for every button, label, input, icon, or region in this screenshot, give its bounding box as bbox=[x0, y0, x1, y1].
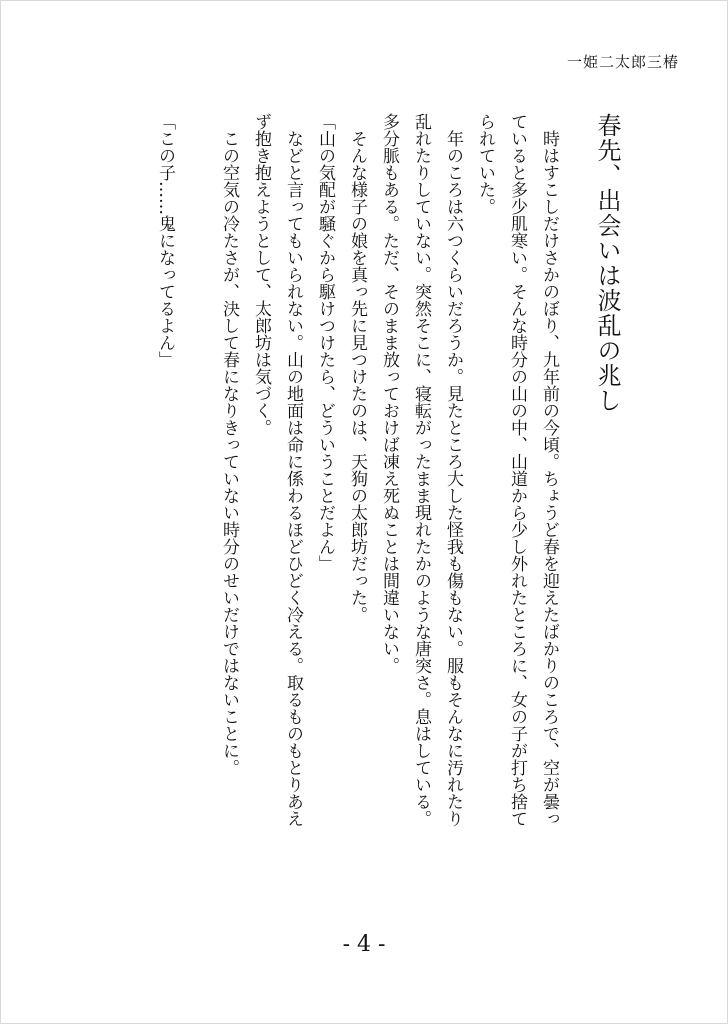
text-line: 「この子……鬼になってるよん」 bbox=[155, 113, 175, 368]
text-line: 年のころは六つくらいだろうか。見たところ大した怪我も傷もない。服もそんなに汚れたり bbox=[443, 113, 463, 827]
running-header: 一姫二太郎三椿 bbox=[566, 53, 679, 71]
text-line: 乱れたりしていない。突然そこに、寝転がったまま現れたかのような唐突さ。息はしている。 bbox=[411, 113, 431, 827]
body-text bbox=[149, 113, 627, 913]
text-line: 「山の気配が騒ぐから駆けつけたら、どういうことだよん」 bbox=[315, 113, 335, 572]
text-line: られていた。 bbox=[475, 113, 495, 215]
text-line: そんな様子の娘を真っ先に見つけたのは、天狗の太郎坊だった。 bbox=[347, 113, 367, 623]
text-line: ていると多少肌寒い。そんな時分の山の中、山道から少し外れたところに、女の子が打ち捨て bbox=[507, 113, 527, 827]
page-number: - 4 - bbox=[342, 932, 386, 957]
text-line: 多分脈もある。ただ、そのまま放っておけば凍え死ぬことは間違いない。 bbox=[379, 113, 399, 674]
text-line: この空気の冷たさが、決して春になりきっていない時分のせいだけではないことに。 bbox=[219, 113, 239, 776]
text-line: 時はすこしだけさかのぼり、九年前の今頃。ちょうど春を迎えたばかりのころで、空が曇っ bbox=[539, 113, 559, 827]
text-line: などと言ってもいられない。山の地面は命に係わるほどひどく冷える。取るものもとりあえ bbox=[283, 113, 303, 827]
text-line: ず抱き抱えようとして、太郎坊は気づく。 bbox=[251, 113, 271, 436]
chapter-title: 春先、出会いは波乱の兆し bbox=[593, 113, 621, 413]
paragraph-lines bbox=[149, 113, 565, 913]
blank-line bbox=[181, 113, 213, 913]
